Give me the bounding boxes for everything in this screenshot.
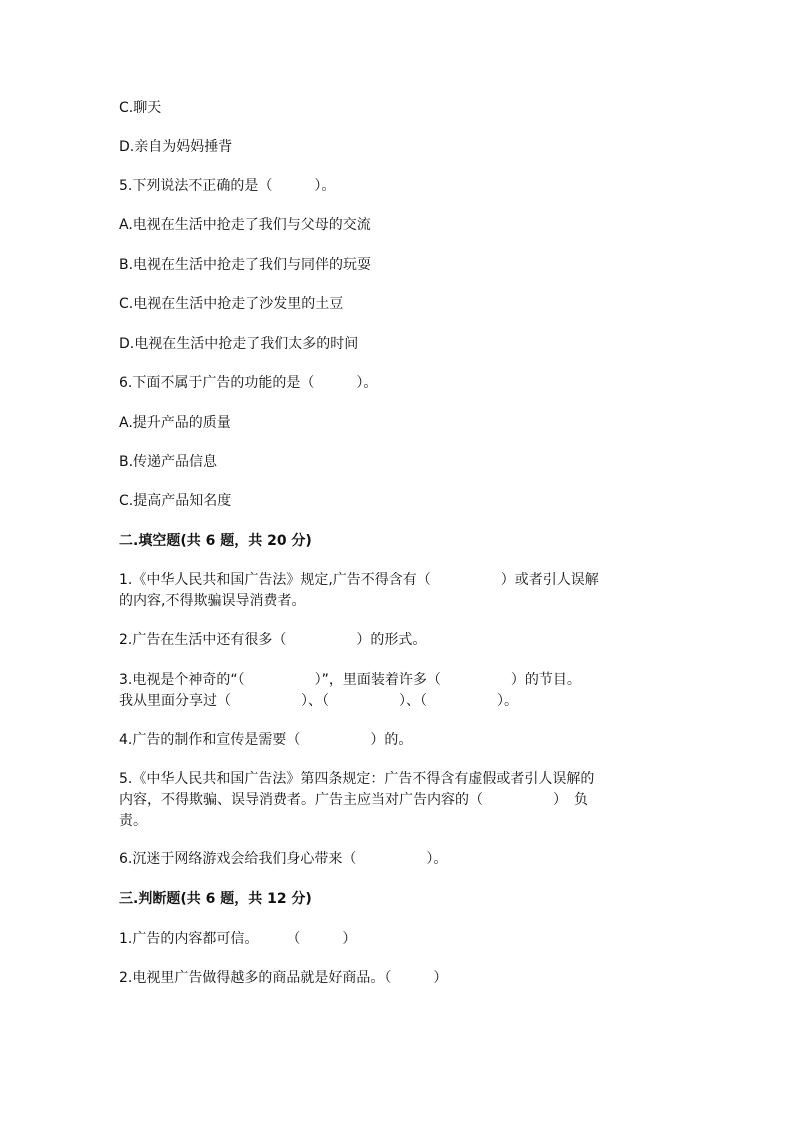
q6-option-a: A.提升产品的质量 — [119, 415, 231, 431]
fill-item-2 — [119, 630, 667, 651]
q4-option-c: C.聊天 — [119, 100, 162, 116]
judge-item-2: 2.电视里广告做得越多的商品就是好商品。（ ） — [119, 970, 448, 986]
q5-option-b: B.电视在生活中抢走了我们与同伴的玩耍 — [119, 257, 372, 273]
fill-item-5-line-2: 内容，不得欺骗、误导消费者。广告主应当对广告内容的（ ） 负 — [119, 792, 588, 808]
fill-item-5-line-3: 责。 — [119, 813, 147, 829]
section-3-heading: 三.判断题(共 6 题，共 12 分) — [119, 891, 312, 907]
fill-item-2-line-1: 2.广告在生活中还有很多（ ）的形式。 — [119, 632, 427, 648]
fill-item-5 — [119, 769, 667, 832]
fill-item-4 — [119, 730, 667, 751]
fill-item-1 — [119, 570, 667, 612]
q5-option-c: C.电视在生活中抢走了沙发里的土豆 — [119, 296, 344, 312]
fill-item-4-line-1: 4.广告的制作和宣传是需要（ ）的。 — [119, 732, 413, 748]
q6-option-b: B.传递产品信息 — [119, 454, 218, 470]
fill-item-1-line-2: 的内容,不得欺骗误导消费者。 — [119, 593, 306, 609]
fill-item-6 — [119, 849, 667, 870]
judge-item-1: 1.广告的内容都可信。 （ ） — [119, 931, 357, 947]
q5-option-d: D.电视在生活中抢走了我们太多的时间 — [119, 336, 359, 352]
fill-item-1-line-1: 1.《中华人民共和国广告法》规定,广告不得含有（ ）或者引人误解 — [119, 572, 599, 588]
q6-option-c: C.提高产品知名度 — [119, 493, 232, 509]
fill-item-6-line-1: 6.沉迷于网络游戏会给我们身心带来（ ）。 — [119, 851, 448, 867]
fill-item-3-line-2: 我从里面分享过（ ）、（ ）、（ ）。 — [119, 693, 518, 709]
q4-option-d: D.亲自为妈妈捶背 — [119, 139, 233, 155]
section-2-heading: 二.填空题(共 6 题，共 20 分) — [119, 533, 312, 549]
q5-option-a: A.电视在生活中抢走了我们与父母的交流 — [119, 217, 371, 233]
question-5: 5.下列说法不正确的是（ ）。 — [119, 178, 336, 194]
fill-item-5-line-1: 5.《中华人民共和国广告法》第四条规定：广告不得含有虚假或者引人误解的 — [119, 771, 595, 787]
fill-item-3 — [119, 670, 667, 712]
fill-item-3-line-1: 3.电视是个神奇的“（ ）”，里面装着许多（ ）的节目。 — [119, 672, 581, 688]
question-6: 6.下面不属于广告的功能的是（ ）。 — [119, 375, 378, 391]
